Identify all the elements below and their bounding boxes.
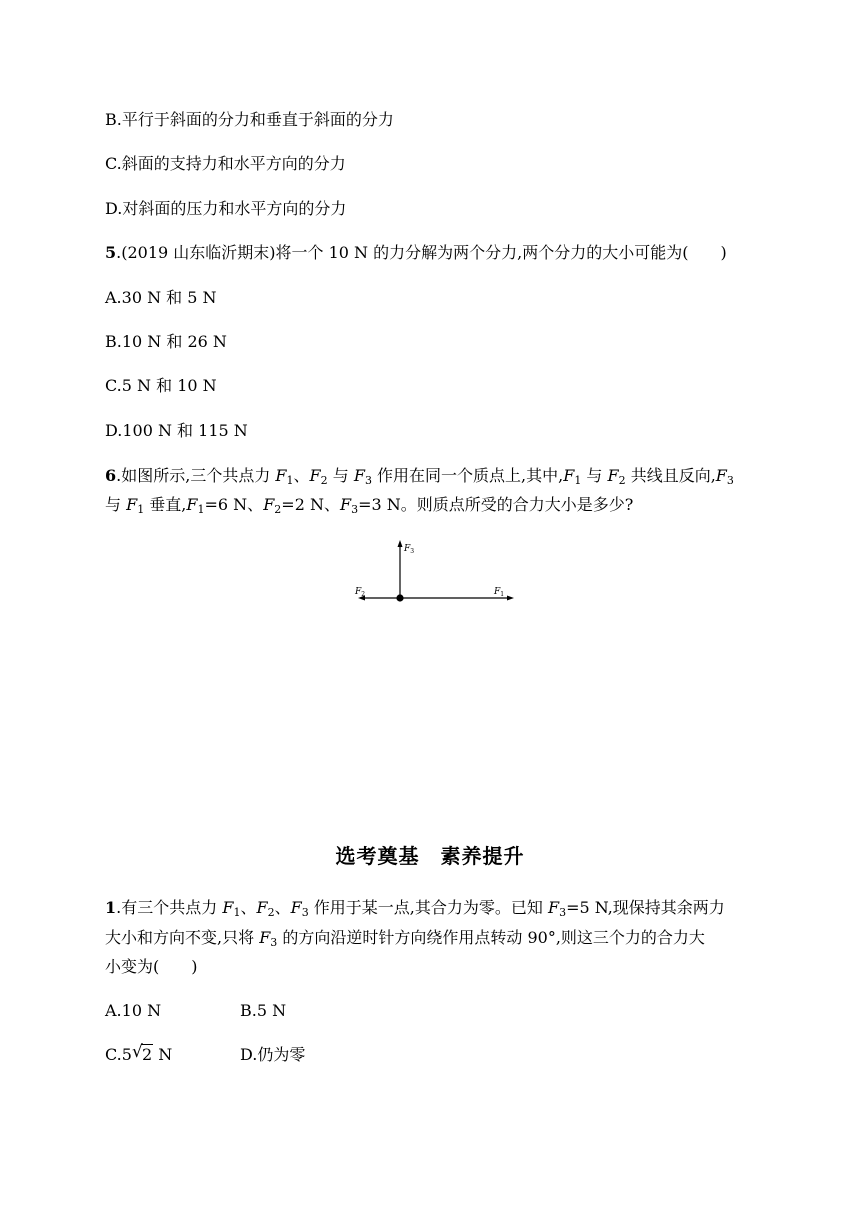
text: 作用于某一点,其合力为零。已知	[308, 898, 548, 917]
text: 的方向沿逆时针方向绕作用点转动 90°,则这三个力的合力大	[277, 928, 705, 947]
question-1-line3: 小变为( )	[105, 957, 198, 976]
symbol: F	[353, 466, 365, 485]
text: 垂直,	[144, 495, 187, 514]
radical-sign: √	[131, 1042, 143, 1062]
symbol: F	[715, 466, 727, 485]
question-6-line1	[105, 466, 734, 486]
subscript: 1	[574, 474, 582, 487]
text: 、	[293, 466, 310, 485]
symbol: F	[263, 495, 275, 514]
text: 与	[105, 495, 127, 514]
force-diagram	[350, 535, 520, 615]
text: 、	[274, 898, 291, 917]
subscript: 3	[270, 936, 278, 949]
question-text: .(2019 山东临沂期末)将一个 10 N 的力分解为两个分力,两个分力的大小可能为( )	[116, 243, 727, 262]
symbol: F	[275, 466, 287, 485]
question-6-line2	[105, 495, 633, 515]
symbol: F	[339, 495, 352, 514]
radicand: 2	[141, 1045, 153, 1064]
question-number: 1	[105, 898, 117, 917]
subscript: 3	[351, 503, 359, 516]
text: C.5	[105, 1045, 132, 1064]
subscript: 1	[286, 474, 294, 487]
question-1-line2	[105, 928, 705, 948]
question-1-line1	[105, 898, 725, 918]
question-number: 5	[105, 243, 117, 262]
symbol: F	[309, 466, 321, 485]
sqrt-expression	[131, 1042, 153, 1065]
symbol: F	[563, 466, 575, 485]
text: =6 N、	[204, 495, 264, 514]
symbol: F	[547, 898, 560, 917]
subscript: 1	[137, 503, 145, 516]
subscript: 1	[197, 503, 205, 516]
q1-option-d: D.仍为零	[240, 1045, 306, 1064]
symbol: F	[290, 898, 302, 917]
subscript: 3	[559, 906, 567, 919]
question-number: 6	[105, 466, 117, 485]
subscript: 3	[364, 474, 372, 487]
option-c-line: C.斜面的支持力和水平方向的分力	[105, 154, 346, 173]
q1-option-b: B.5 N	[240, 1001, 287, 1020]
text: 、	[240, 898, 257, 917]
text: 与	[327, 466, 354, 485]
f1-arrowhead	[507, 596, 514, 601]
subscript: 3	[301, 906, 309, 919]
text: =5 N,现保持其余两力	[566, 898, 725, 917]
question-5	[105, 243, 727, 263]
subscript: 2	[274, 503, 282, 516]
f1-label: $F_1$	[494, 587, 505, 598]
text: .有三个共点力	[116, 898, 223, 917]
text: 共线且反向,	[625, 466, 716, 485]
symbol: F	[126, 495, 138, 514]
text: =3 N。则质点所受的合力大小是多少?	[358, 495, 634, 514]
symbol: F	[607, 466, 619, 485]
q1-option-a: A.10 N	[105, 1001, 162, 1020]
symbol: F	[259, 928, 271, 947]
text: 与	[581, 466, 608, 485]
f3-label: $F_3$	[404, 544, 415, 555]
option-b-line: B.平行于斜面的分力和垂直于斜面的分力	[105, 110, 394, 129]
section-title: 选考奠基 素养提升	[335, 844, 525, 868]
subscript: 2	[267, 906, 275, 919]
q1-option-c	[105, 1042, 173, 1065]
text: .如图所示,三个共点力	[116, 466, 276, 485]
particle-point	[396, 594, 403, 601]
q5-option-b: B.10 N 和 26 N	[105, 332, 227, 351]
subscript: 2	[320, 474, 328, 487]
text: 作用在同一个质点上,其中,	[371, 466, 564, 485]
text: 大小和方向不变,只将	[105, 928, 260, 947]
text: N	[153, 1045, 173, 1064]
q5-option-a: A.30 N 和 5 N	[105, 288, 217, 307]
q5-option-d: D.100 N 和 115 N	[105, 421, 248, 440]
option-d-line: D.对斜面的压力和水平方向的分力	[105, 199, 347, 218]
subscript: 1	[233, 906, 241, 919]
symbol: F	[186, 495, 198, 514]
symbol: F	[222, 898, 234, 917]
q5-option-c: C.5 N 和 10 N	[105, 376, 217, 395]
text: =2 N、	[281, 495, 340, 514]
subscript: 3	[726, 474, 734, 487]
symbol: F	[256, 898, 268, 917]
f2-label: $F_2$	[355, 587, 366, 598]
subscript: 2	[618, 474, 626, 487]
f3-arrowhead	[398, 540, 403, 547]
